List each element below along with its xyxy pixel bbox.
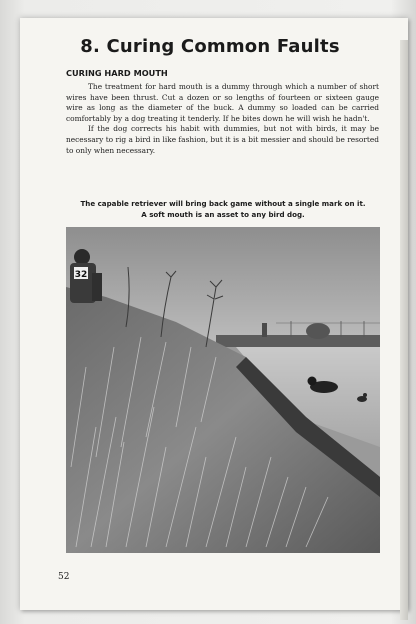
photo-caption bbox=[64, 198, 382, 220]
paragraph-2: If the dog corrects his habit with dummies, but not with birds, it may be necessary to rig a bird in like fashion, but it is a bit messier and should be resorted to only when necessary. bbox=[66, 124, 379, 155]
horizon-line bbox=[216, 335, 380, 347]
photo-illustration bbox=[66, 227, 380, 553]
distant-tree bbox=[306, 323, 330, 339]
caption-line-2: A soft mouth is an asset to any bird dog. bbox=[141, 210, 305, 219]
duck-head bbox=[363, 393, 367, 397]
caption-line-1: The capable retriever will bring back game without a single mark on it. bbox=[80, 199, 366, 208]
body-text bbox=[66, 82, 379, 156]
paragraph-1: The treatment for hard mouth is a dummy through which a number of short wires have been thrust. Cut a dozen or so lengths of fourteen or sixteen gauge wire as long as the diameter of the buck. A dummy so loaded can be carried comfortably by a dog treating it tenderly. If he bites down he will wish he hadn't. bbox=[66, 82, 379, 123]
handler-bib-number: 32 bbox=[74, 270, 88, 280]
chapter-title: 8. Curing Common Faults bbox=[80, 36, 340, 57]
photograph bbox=[66, 227, 380, 553]
dog-head bbox=[308, 377, 317, 386]
page-edge bbox=[400, 40, 408, 620]
section-heading: CURING HARD MOUTH bbox=[66, 68, 168, 78]
telegraph-pole bbox=[262, 323, 267, 337]
page-number: 52 bbox=[58, 572, 70, 582]
